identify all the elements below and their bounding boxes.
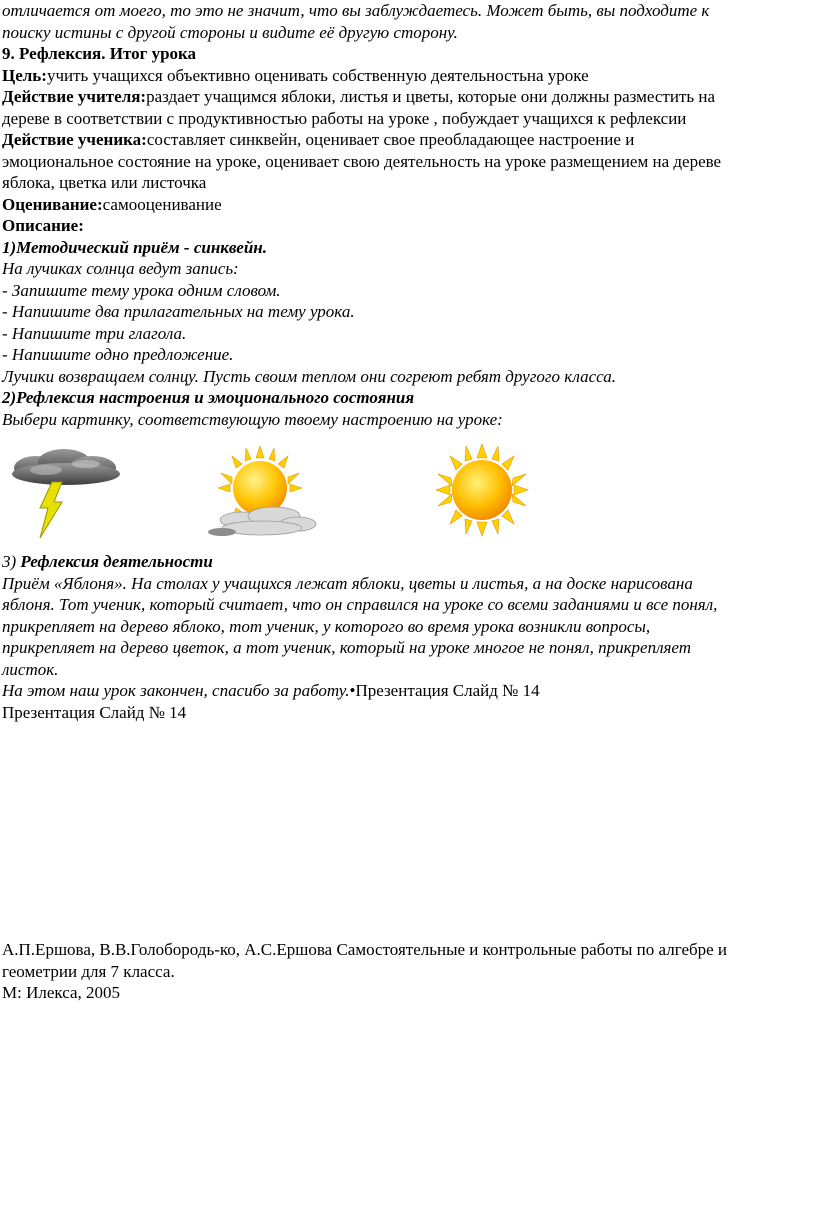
closing-line [2,680,814,702]
part1-line: Лучики возвращаем солнцу. Пусть своим теплом они согреют ребят другого класса. [2,366,617,386]
reference-line-2: геометрии для 7 класса. [2,961,175,981]
assessment-text: самооценивание [102,194,222,214]
part3-line: яблоня. Тот ученик, который считает, что он справился на уроке со всеми заданиями и все понял, [2,595,718,614]
part3-heading-text: Рефлексия деятельности [20,552,213,571]
teacher-line-1 [2,86,814,108]
intro-line-2: поиску истины с другой стороны и видите её другую сторону. [2,22,458,42]
goal-text: учить учащихся объективно оценивать собственную деятельностьна уроке [46,65,589,85]
references [2,939,814,1004]
part1-line: - Напишите три глагола. [2,323,187,343]
part1-line: - Напишите два прилагательных на тему урока. [2,302,355,321]
part3-heading [2,551,814,573]
intro-line-1: отличается от моего, то это не значит, что вы заблуждаетесь. Может быть, вы подходите к [2,1,710,20]
teacher-line-2: дереве в соответствии с продуктивностью работы на уроке , побуждает учащихся к рефлексии [2,108,687,128]
part2-heading: 2)Рефлексия настроения и эмоционального состояния [2,388,415,407]
teacher-label: Действие учителя: [2,87,147,106]
assessment-line [2,194,814,216]
goal-label: Цель: [2,65,47,85]
assessment-label: Оценивание: [2,194,103,214]
part1-line: - Напишите одно предложение. [2,345,234,364]
slide-ref-1: Презентация Слайд № 14 [355,681,540,700]
student-label: Действие ученика: [2,130,147,149]
closing-text: На этом наш урок закончен, спасибо за работу. [2,681,350,700]
mood-pictures [2,444,814,544]
student-text-a: составляет синквейн, оценивает свое преобладающее настроение и [146,130,635,149]
section-heading: 9. Рефлексия. Итог урока [2,44,197,63]
storm-cloud-icon[interactable] [6,446,124,542]
part1-heading: 1)Методический приём - синквейн. [2,237,267,257]
part3-line: Приём «Яблоня». На столах у учащихся лежат яблоки, цветы и листья, а на доске нарисована [2,573,693,593]
part3-line: прикрепляет на дерево яблоко, тот ученик, у которого во время урока возникли вопросы, [2,616,651,636]
goal-line [2,65,814,87]
part3-heading-num: 3) [2,552,21,571]
teacher-text-a: раздает учащимся яблоки, листья и цветы, которые они должны разместить на [146,87,716,106]
part1-line: На лучиках солнца ведут запись: [2,259,239,278]
bright-sun-icon[interactable] [426,442,538,538]
part1-line: - Запишите тему урока одним словом. [2,280,281,300]
student-line-3: яблока, цветка или листочка [2,173,207,192]
reference-line-3: М: Илекса, 2005 [2,983,121,1002]
description-label: Описание: [2,216,84,235]
bullet-glyph: • [349,681,356,700]
slide-ref-2: Презентация Слайд № 14 [2,702,187,722]
student-line-2: эмоциональное состояние на уроке, оценивает свою деятельность на уроке размещением на дереве [2,151,722,171]
part3-line: прикрепляет на дерево цветок, а тот ученик, который на уроке многое не понял, прикрепляет [2,638,691,657]
student-line-1 [2,129,814,151]
reference-line-1: А.П.Ершова, В.В.Голобородь-ко, А.С.Ершова Самостоятельные и контрольные работы по алгебре и [2,940,728,959]
part2-prompt: Выбери картинку, соответствующую твоему настроению на уроке: [2,409,503,429]
sun-behind-cloud-icon[interactable] [202,444,320,540]
part3-line: листок. [2,659,59,679]
